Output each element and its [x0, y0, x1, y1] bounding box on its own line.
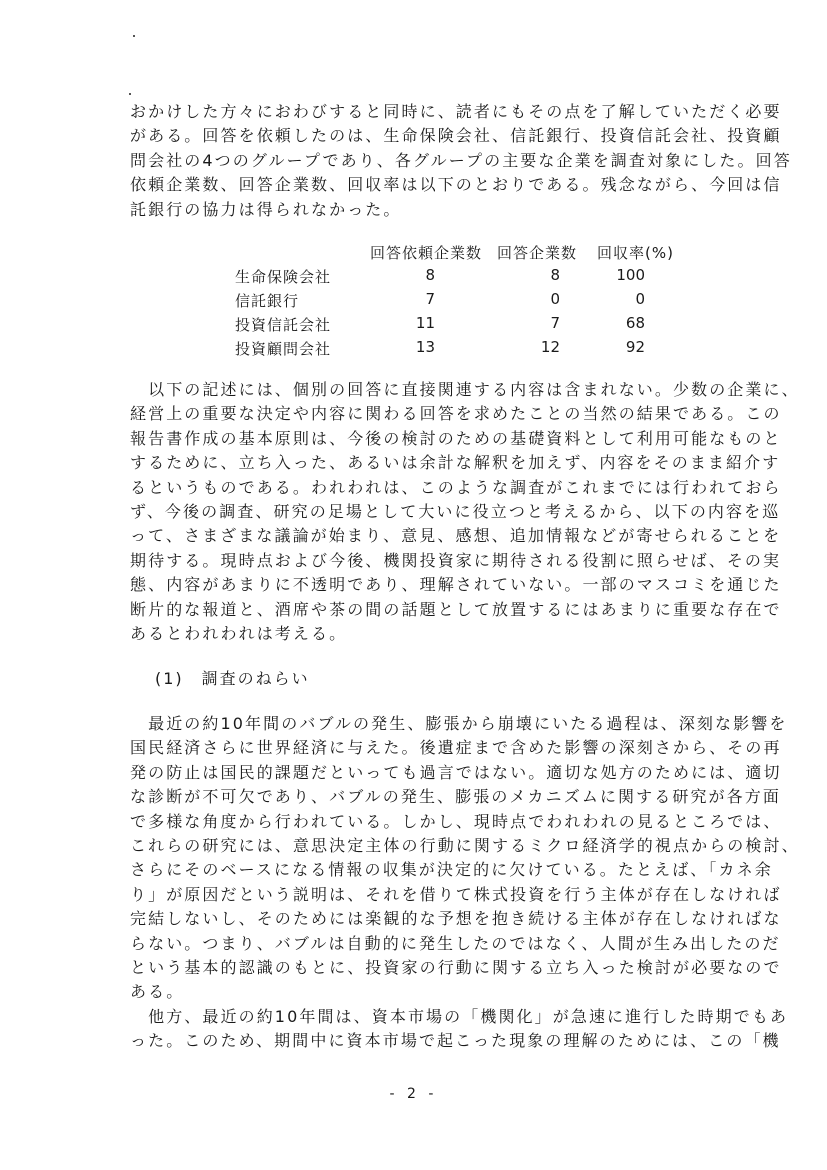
response-rate: 68: [625, 314, 645, 332]
text-line: 経営上の重要な決定や内容に関わる回答を求めたことの当然の結果である。この: [130, 404, 782, 424]
text-line: 発の防止は国民的課題だといっても過言ではない。適切な処方のためには、適切: [130, 762, 782, 782]
response-rate-table: [235, 242, 685, 362]
response-rate: 0: [635, 290, 645, 308]
text-line: 態、内容があまりに不透明であり、理解されていない。一部のマスコミを通じた: [130, 575, 782, 595]
responded-count: 0: [550, 290, 560, 308]
text-line: 断片的な報道と、酒席や茶の間の話題として放置するにはあまりに重要な存在で: [130, 599, 782, 619]
text-line: 期待する。現時点および今後、機関投資家に期待される役割に照らせば、その実: [130, 550, 782, 570]
column-header: 回答企業数: [497, 244, 578, 262]
responded-count: 12: [540, 338, 560, 356]
section-heading: (1) 調査のねらい: [155, 669, 310, 688]
column-header: 回収率(%): [597, 244, 674, 262]
text-line: 問会社の4つのグループであり、各グループの主要な企業を調査対象にした。回答: [130, 150, 792, 170]
text-line: がある。回答を依頼したのは、生命保険会社、信託銀行、投資信託会社、投資顧: [130, 126, 782, 146]
text-line: 依頼企業数、回答企業数、回収率は以下のとおりである。残念ながら、今回は信: [130, 175, 782, 195]
text-line: 完結しないし、そのためには楽観的な予想を抱き続ける主体が存在しなければな: [130, 909, 782, 929]
text-line: ある。: [130, 982, 185, 1002]
text-line: で多様な角度から行われている。しかし、現時点でわれわれの見るところでは、: [130, 811, 782, 831]
text-line: るというものである。われわれは、このような調査がこれまでには行われておら: [130, 477, 782, 497]
requested-count: 13: [415, 338, 435, 356]
text-line: ず、今後の調査、研究の足場として大いに役立つと考えるから、以下の内容を巡: [130, 501, 781, 521]
row-label: 生命保険会社: [235, 268, 332, 286]
text-line: おかけした方々におわびすると同時に、読者にもその点を了解していただく必要: [130, 102, 782, 121]
row-label: 投資信託会社: [235, 316, 332, 334]
text-line: あるとわれわれは考える。: [130, 623, 348, 643]
body-paragraph: [130, 378, 800, 646]
text-line: り」が原因だという説明は、それを借りて株式投資を行う主体が存在しなければ: [130, 884, 782, 904]
text-line: 国民経済さらに世界経済に与えた。後遺症まで含めた影響の深刻さから、その再: [130, 738, 782, 758]
text-line: って、さまざまな議論が始まり、意見、感想、追加情報などが寄せられることを: [130, 526, 782, 546]
text-line: これらの研究には、意思決定主体の行動に関するミクロ経済学的視点からの検討、: [130, 835, 800, 855]
text-line: さらにそのベースになる情報の収集が決定的に欠けている。たとえば、「カネ余: [130, 860, 773, 880]
table-row: [235, 290, 685, 314]
text-line: 託銀行の協力は得られなかった。: [130, 199, 402, 219]
responded-count: 7: [550, 314, 560, 332]
table-row: [235, 266, 685, 290]
responded-count: 8: [550, 266, 560, 284]
text-line: らない。つまり、バブルは自動的に発生したのではなく、人間が生み出したのだ: [130, 933, 781, 953]
page-number: - 2 -: [389, 1086, 438, 1102]
intro-paragraph: [130, 100, 792, 222]
row-label: 信託銀行: [235, 292, 300, 310]
table-row: [235, 338, 685, 362]
scan-speck: [133, 35, 135, 37]
text-line: という基本的認識のもとに、投資家の行動に関する立ち入った検討が必要なので: [130, 957, 782, 977]
response-rate: 100: [616, 266, 645, 284]
text-line: 以下の記述には、個別の回答に直接関連する内容は含まれない。少数の企業に、: [130, 380, 800, 399]
requested-count: 11: [415, 314, 435, 332]
body-paragraph: [130, 712, 800, 1053]
table-row: [235, 314, 685, 338]
text-line: 最近の約10年間のバブルの発生、膨張から崩壊にいたる過程は、深刻な影響を: [130, 714, 788, 733]
requested-count: 8: [425, 266, 435, 284]
row-label: 投資顧問会社: [235, 340, 332, 358]
text-line: な診断が不可欠であり、バブルの発生、膨張のメカニズムに関する研究が各方面: [130, 787, 781, 807]
table-header-row: [235, 242, 685, 266]
response-rate: 92: [625, 338, 645, 356]
text-line: 他方、最近の約10年間は、資本市場の「機関化」が急速に進行した時期でもあ: [130, 1006, 789, 1026]
scan-speck: [129, 93, 131, 95]
text-line: するために、立ち入った、あるいは余計な解釈を加えず、内容をそのまま紹介す: [130, 453, 781, 473]
text-line: った。このため、期間中に資本市場で起こった現象の理解のためには、この「機: [130, 1031, 781, 1051]
column-header: 回答依頼企業数: [370, 244, 483, 262]
text-line: 報告書作成の基本原則は、今後の検討のための基礎資料として利用可能なものと: [130, 428, 782, 448]
requested-count: 7: [425, 290, 435, 308]
